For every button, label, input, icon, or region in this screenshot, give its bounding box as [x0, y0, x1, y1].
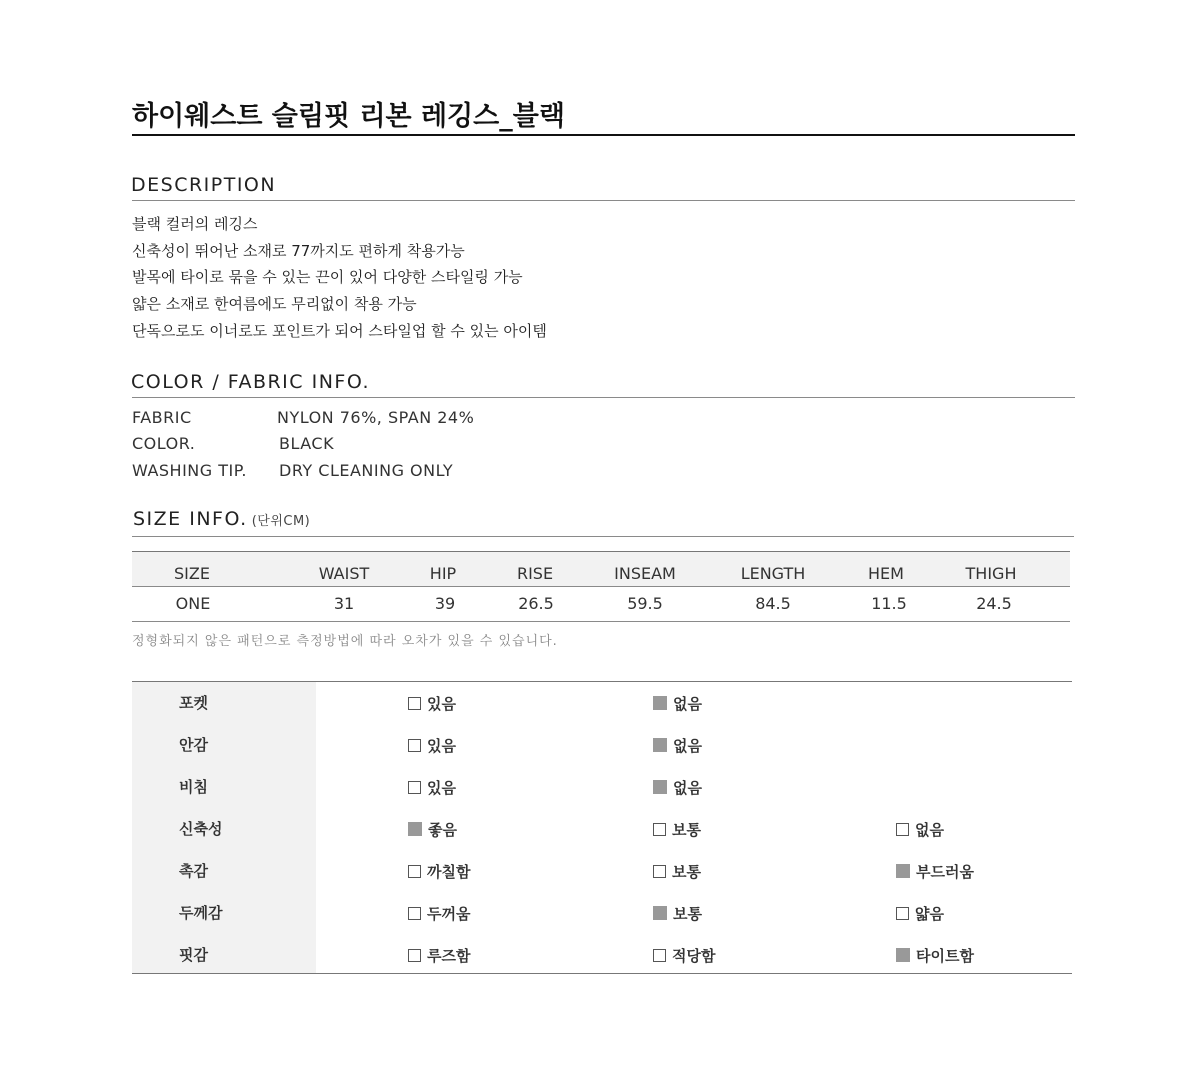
- attribute-option: [653, 682, 702, 724]
- washing-tip-label: WASHING TIP.: [132, 461, 247, 480]
- color-value: BLACK: [279, 434, 335, 453]
- attribute-option: [653, 724, 702, 766]
- table-cell: 59.5: [627, 594, 663, 613]
- column-header: RISE: [516, 564, 554, 583]
- attribute-row: [132, 850, 1072, 892]
- attribute-option: [653, 850, 701, 892]
- table-cell: 31: [333, 594, 355, 613]
- attribute-option: [653, 934, 715, 976]
- attribute-row: [132, 892, 1072, 934]
- table-cell: 24.5: [976, 594, 1012, 613]
- size-info-divider: [132, 536, 1074, 537]
- attribute-option-label: 타이트함: [916, 946, 974, 965]
- size-info-heading: [133, 508, 310, 530]
- attribute-label: 비침: [179, 778, 208, 796]
- description-heading: DESCRIPTION: [131, 174, 277, 196]
- column-header: THIGH: [965, 564, 1017, 583]
- attribute-option: [653, 766, 702, 808]
- size-table-header: [132, 552, 1070, 587]
- attribute-option-label: 있음: [427, 778, 456, 797]
- unchecked-box-icon: [408, 739, 421, 752]
- attribute-option: [896, 892, 944, 934]
- checked-box-icon: [653, 780, 667, 794]
- attribute-label: 핏감: [179, 946, 208, 964]
- unchecked-box-icon: [896, 907, 909, 920]
- checked-box-icon: [896, 864, 910, 878]
- fabric-value: NYLON 76%, SPAN 24%: [277, 408, 475, 427]
- attribute-option-label: 보통: [672, 820, 701, 839]
- size-table: [132, 551, 1070, 622]
- attribute-option: [653, 808, 701, 850]
- attribute-option: [408, 892, 470, 934]
- column-header: HEM: [868, 564, 904, 583]
- unchecked-box-icon: [408, 865, 421, 878]
- attribute-option: [408, 766, 456, 808]
- title-divider: [132, 134, 1075, 136]
- attribute-option-label: 얇음: [915, 904, 944, 923]
- column-header: WAIST: [318, 564, 370, 583]
- size-unit: (단위CM): [251, 514, 311, 529]
- column-header: SIZE: [174, 564, 210, 583]
- attribute-option-label: 없음: [915, 820, 944, 839]
- unchecked-box-icon: [408, 697, 421, 710]
- attribute-option-label: 부드러움: [916, 862, 974, 881]
- column-header: HIP: [429, 564, 457, 583]
- attribute-label: 촉감: [179, 862, 208, 880]
- unchecked-box-icon: [653, 865, 666, 878]
- attribute-option: [408, 724, 456, 766]
- attribute-row: [132, 766, 1072, 808]
- description-divider: [132, 200, 1075, 201]
- attribute-option-label: 보통: [673, 904, 702, 923]
- checked-box-icon: [653, 738, 667, 752]
- column-header: LENGTH: [740, 564, 806, 583]
- description-line: 단독으로도 이너로도 포인트가 되어 스타일업 할 수 있는 아이템: [132, 322, 547, 340]
- unchecked-box-icon: [896, 823, 909, 836]
- attribute-option: [408, 934, 470, 976]
- attribute-option-label: 있음: [427, 694, 456, 713]
- fabric-info-heading: COLOR / FABRIC INFO.: [131, 371, 371, 393]
- attribute-label: 신축성: [179, 820, 223, 838]
- attribute-option: [896, 934, 974, 976]
- description-line: 얇은 소재로 한여름에도 무리없이 착용 가능: [132, 295, 417, 313]
- unchecked-box-icon: [408, 949, 421, 962]
- attribute-option: [896, 850, 974, 892]
- attribute-table: [132, 681, 1072, 974]
- attribute-option-label: 있음: [427, 736, 456, 755]
- table-cell: 39: [434, 594, 456, 613]
- attribute-row: [132, 934, 1072, 976]
- attribute-option-label: 두꺼움: [427, 904, 471, 923]
- description-line: 발목에 타이로 묶을 수 있는 끈이 있어 다양한 스타일링 가능: [132, 268, 523, 286]
- attribute-option-label: 루즈함: [427, 946, 471, 965]
- attribute-label: 포켓: [179, 694, 208, 712]
- table-row: [132, 587, 1070, 622]
- attribute-option-label: 없음: [673, 736, 702, 755]
- attribute-row: [132, 682, 1072, 724]
- attribute-option: [408, 808, 457, 850]
- attribute-option: [653, 892, 702, 934]
- attribute-row: [132, 724, 1072, 766]
- checked-box-icon: [408, 822, 422, 836]
- attribute-label: 두께감: [179, 904, 223, 922]
- attribute-row: [132, 808, 1072, 850]
- column-header: INSEAM: [614, 564, 676, 583]
- table-cell: ONE: [175, 594, 211, 613]
- attribute-option-label: 좋음: [428, 820, 457, 839]
- table-cell: 11.5: [871, 594, 907, 613]
- checked-box-icon: [653, 906, 667, 920]
- attribute-option-label: 없음: [673, 694, 702, 713]
- checked-box-icon: [653, 696, 667, 710]
- fabric-info-divider: [132, 397, 1075, 398]
- attribute-option: [896, 808, 944, 850]
- washing-tip-value: DRY CLEANING ONLY: [279, 461, 454, 480]
- table-cell: 84.5: [755, 594, 791, 613]
- attribute-option-label: 보통: [672, 862, 701, 881]
- checked-box-icon: [896, 948, 910, 962]
- attribute-option-label: 까칠함: [427, 862, 471, 881]
- unchecked-box-icon: [408, 781, 421, 794]
- attribute-option: [408, 850, 470, 892]
- measurement-note: 정형화되지 않은 패턴으로 측정방법에 따라 오차가 있을 수 있습니다.: [132, 634, 558, 649]
- product-title: 하이웨스트 슬림핏 리본 레깅스_블랙: [132, 101, 565, 132]
- description-line: 신축성이 뛰어난 소재로 77까지도 편하게 착용가능: [132, 242, 465, 260]
- color-label: COLOR.: [132, 434, 196, 453]
- size-info-title: SIZE INFO.: [133, 508, 248, 530]
- unchecked-box-icon: [653, 823, 666, 836]
- attribute-label: 안감: [179, 736, 208, 754]
- table-cell: 26.5: [518, 594, 554, 613]
- description-line: 블랙 컬러의 레깅스: [132, 215, 258, 233]
- unchecked-box-icon: [408, 907, 421, 920]
- fabric-label: FABRIC: [132, 408, 192, 427]
- attribute-option-label: 적당함: [672, 946, 716, 965]
- attribute-option: [408, 682, 456, 724]
- unchecked-box-icon: [653, 949, 666, 962]
- attribute-option-label: 없음: [673, 778, 702, 797]
